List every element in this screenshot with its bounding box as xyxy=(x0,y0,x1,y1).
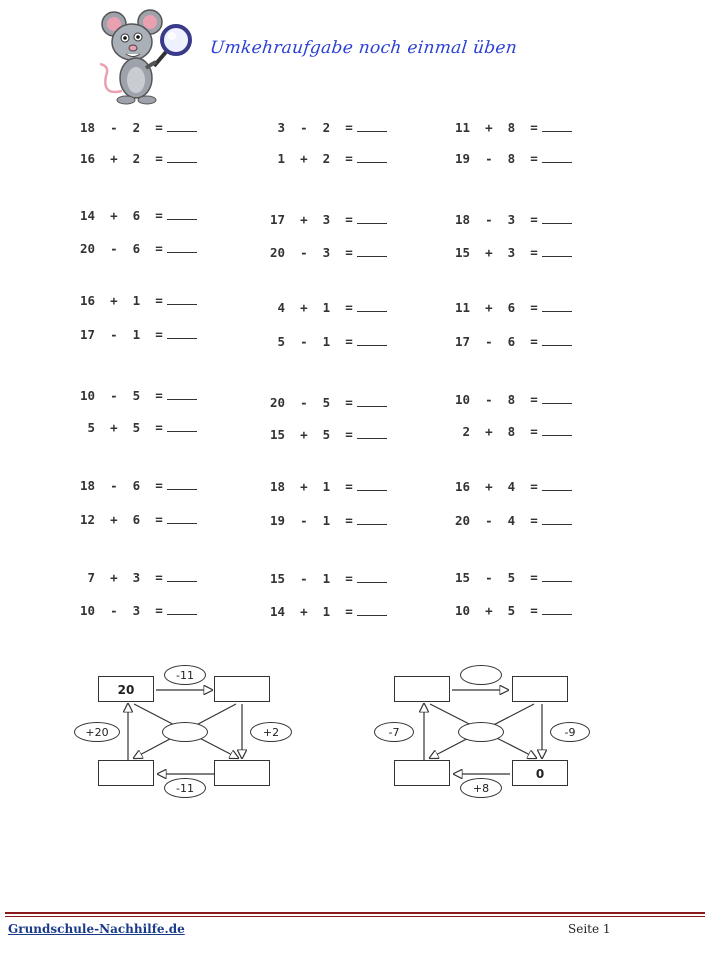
answer-blank[interactable] xyxy=(167,418,197,432)
answer-blank[interactable] xyxy=(167,510,197,524)
equation xyxy=(80,510,197,530)
equation-text: 15 - 1 = xyxy=(270,571,353,586)
answer-blank[interactable] xyxy=(167,476,197,490)
equation-text: 2 + 8 = xyxy=(455,424,538,439)
diagram-2-oval-top[interactable] xyxy=(460,665,502,685)
equation-text: 18 - 2 = xyxy=(80,120,163,135)
equation-text: 17 + 3 = xyxy=(270,212,353,227)
equation-text: 5 - 1 = xyxy=(270,334,353,349)
equation-text: 20 - 6 = xyxy=(80,241,163,256)
equation xyxy=(455,568,572,588)
diagram-2-box-bottom-left[interactable] xyxy=(394,760,450,786)
equation xyxy=(80,601,197,621)
answer-blank[interactable] xyxy=(357,602,387,616)
equation xyxy=(270,149,387,169)
equation xyxy=(455,332,572,352)
diagram-1-oval-right[interactable]: +2 xyxy=(250,722,292,742)
answer-blank[interactable] xyxy=(167,149,197,163)
answer-blank[interactable] xyxy=(357,393,387,407)
worksheet-title: Umkehraufgabe noch einmal üben xyxy=(208,38,519,58)
equation xyxy=(80,325,197,345)
equation xyxy=(455,601,572,621)
diagram-1-box-bottom-right[interactable] xyxy=(214,760,270,786)
equation-text: 4 + 1 = xyxy=(270,300,353,315)
answer-blank[interactable] xyxy=(542,149,572,163)
equation xyxy=(80,568,197,588)
answer-blank[interactable] xyxy=(357,210,387,224)
equation xyxy=(80,291,197,311)
equation xyxy=(455,511,572,531)
answer-blank[interactable] xyxy=(542,477,572,491)
equation-text: 20 - 5 = xyxy=(270,395,353,410)
equation-text: 19 - 8 = xyxy=(455,151,538,166)
answer-blank[interactable] xyxy=(167,206,197,220)
equation-text: 15 - 5 = xyxy=(455,570,538,585)
equation-text: 3 - 2 = xyxy=(270,120,353,135)
answer-blank[interactable] xyxy=(167,601,197,615)
equation xyxy=(455,477,572,497)
answer-blank[interactable] xyxy=(542,298,572,312)
equation xyxy=(80,118,197,138)
answer-blank[interactable] xyxy=(167,239,197,253)
mouse-with-magnifier-icon xyxy=(92,6,202,106)
answer-blank[interactable] xyxy=(167,325,197,339)
equation-text: 10 - 5 = xyxy=(80,388,163,403)
equation xyxy=(80,476,197,496)
equation xyxy=(455,298,572,318)
equation xyxy=(455,422,572,442)
answer-blank[interactable] xyxy=(542,422,572,436)
equation xyxy=(455,149,572,169)
diagram-2-oval-bottom[interactable]: +8 xyxy=(460,778,502,798)
answer-blank[interactable] xyxy=(357,149,387,163)
answer-blank[interactable] xyxy=(542,210,572,224)
diagram-2-oval-center[interactable] xyxy=(458,722,504,742)
equation xyxy=(80,239,197,259)
footer-page-number: Seite 1 xyxy=(568,922,611,936)
equation-text: 18 - 3 = xyxy=(455,212,538,227)
answer-blank[interactable] xyxy=(357,425,387,439)
answer-blank[interactable] xyxy=(542,243,572,257)
equation-text: 11 + 8 = xyxy=(455,120,538,135)
equation-text: 16 + 2 = xyxy=(80,151,163,166)
answer-blank[interactable] xyxy=(357,118,387,132)
equation-text: 7 + 3 = xyxy=(80,570,163,585)
equation-text: 16 + 1 = xyxy=(80,293,163,308)
equation xyxy=(270,332,387,352)
equation-text: 18 + 1 = xyxy=(270,479,353,494)
answer-blank[interactable] xyxy=(357,243,387,257)
equation xyxy=(270,210,387,230)
answer-blank[interactable] xyxy=(542,332,572,346)
equation-text: 19 - 1 = xyxy=(270,513,353,528)
arrow-diagram-1 xyxy=(74,662,304,802)
equation xyxy=(270,425,387,445)
answer-blank[interactable] xyxy=(167,386,197,400)
diagram-1-oval-left[interactable]: +20 xyxy=(74,722,120,742)
diagram-2-oval-right[interactable]: -9 xyxy=(550,722,590,742)
equation-text: 11 + 6 = xyxy=(455,300,538,315)
answer-blank[interactable] xyxy=(357,511,387,525)
diagram-2-box-top-right[interactable] xyxy=(512,676,568,702)
diagram-1-box-top-left[interactable]: 20 xyxy=(98,676,154,702)
diagram-2-box-top-left[interactable] xyxy=(394,676,450,702)
diagram-2-oval-left[interactable]: -7 xyxy=(374,722,414,742)
equation-text: 1 + 2 = xyxy=(270,151,353,166)
diagram-1-oval-bottom[interactable]: -11 xyxy=(164,778,206,798)
answer-blank[interactable] xyxy=(167,118,197,132)
equation-text: 14 + 1 = xyxy=(270,604,353,619)
equation-text: 15 + 5 = xyxy=(270,427,353,442)
diagram-1-oval-top[interactable]: -11 xyxy=(164,665,206,685)
equation xyxy=(270,393,387,413)
answer-blank[interactable] xyxy=(167,568,197,582)
answer-blank[interactable] xyxy=(542,568,572,582)
answer-blank[interactable] xyxy=(357,477,387,491)
footer-rule-thin xyxy=(5,916,705,917)
answer-blank[interactable] xyxy=(542,601,572,615)
answer-blank[interactable] xyxy=(167,291,197,305)
diagram-1-box-bottom-left[interactable] xyxy=(98,760,154,786)
equation-text: 5 + 5 = xyxy=(80,420,163,435)
equation-text: 10 - 3 = xyxy=(80,603,163,618)
equation xyxy=(270,118,387,138)
equation xyxy=(270,298,387,318)
arrow-diagram-2 xyxy=(370,662,600,802)
equation xyxy=(80,206,197,226)
diagram-1-oval-center[interactable] xyxy=(162,722,208,742)
diagram-2-box-bottom-right[interactable]: 0 xyxy=(512,760,568,786)
equation xyxy=(455,210,572,230)
diagram-1-box-top-right[interactable] xyxy=(214,676,270,702)
equation-text: 14 + 6 = xyxy=(80,208,163,223)
equation xyxy=(455,390,572,410)
equation-text: 20 - 3 = xyxy=(270,245,353,260)
answer-blank[interactable] xyxy=(357,569,387,583)
equation xyxy=(455,118,572,138)
equation-text: 12 + 6 = xyxy=(80,512,163,527)
equation-text: 18 - 6 = xyxy=(80,478,163,493)
equation xyxy=(80,418,197,438)
footer-brand-link[interactable]: Grundschule-Nachhilfe.de xyxy=(8,922,185,936)
equation xyxy=(270,569,387,589)
equation-text: 15 + 3 = xyxy=(455,245,538,260)
equation-text: 10 + 5 = xyxy=(455,603,538,618)
equation-text: 17 - 6 = xyxy=(455,334,538,349)
equation-text: 20 - 4 = xyxy=(455,513,538,528)
equation xyxy=(270,602,387,622)
worksheet-header xyxy=(0,0,727,110)
footer-rule xyxy=(5,912,705,914)
equation-text: 10 - 8 = xyxy=(455,392,538,407)
equation xyxy=(80,149,197,169)
equation xyxy=(455,243,572,263)
equation xyxy=(80,386,197,406)
equation xyxy=(270,511,387,531)
answer-blank[interactable] xyxy=(542,511,572,525)
answer-blank[interactable] xyxy=(357,332,387,346)
answer-blank[interactable] xyxy=(357,298,387,312)
equation xyxy=(270,477,387,497)
equation-text: 16 + 4 = xyxy=(455,479,538,494)
answer-blank[interactable] xyxy=(542,390,572,404)
equation-text: 17 - 1 = xyxy=(80,327,163,342)
equation xyxy=(270,243,387,263)
answer-blank[interactable] xyxy=(542,118,572,132)
